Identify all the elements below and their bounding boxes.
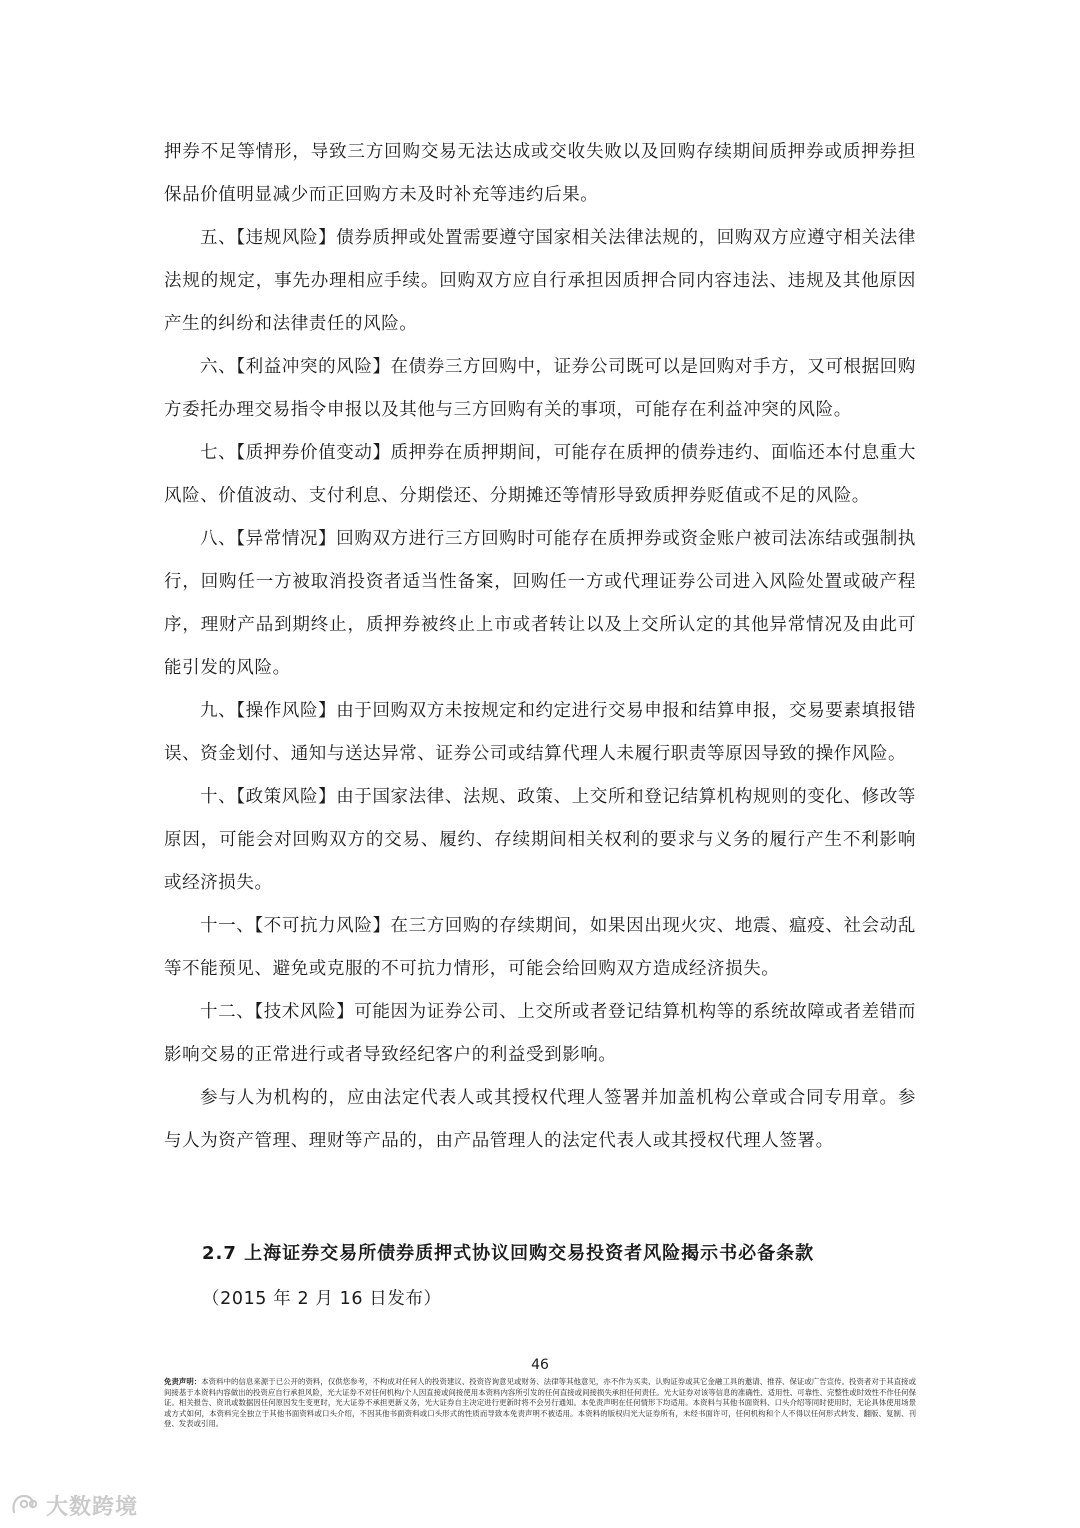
publish-date: （2015 年 2 月 16 日发布） [202, 1289, 442, 1309]
paragraph: 六、【利益冲突的风险】在债券三方回购中，证券公司既可以是回购对手方，又可根据回购方委托办理交易指令申报以及其他与三方回购有关的事项，可能存在利益冲突的风险。 [164, 357, 916, 420]
logo-mark-icon [10, 1492, 40, 1520]
paragraph: 八、【异常情况】回购双方进行三方回购时可能存在质押券或资金账户被司法冻结或强制执行，回购任一方被取消投资者适当性备案，回购任一方或代理证券公司进入风险处置或破产程序，理财产品到期终止，质押券被终止上市或者转让以及上交所认定的其他异常情况及由此可能引发的风险。 [164, 529, 916, 678]
page-number: 46 [531, 1357, 549, 1373]
paragraph: 十二、【技术风险】可能因为证券公司、上交所或者登记结算机构等的系统故障或者差错而影响交易的正常进行或者导致经纪客户的利益受到影响。 [164, 1002, 916, 1065]
paragraph: 九、【操作风险】由于回购双方未按规定和约定进行交易申报和结算申报，交易要素填报错误、资金划付、通知与送达异常、证券公司或结算代理人未履行职责等原因导致的操作风险。 [164, 701, 916, 764]
paragraph: 五、【违规风险】债券质押或处置需要遵守国家相关法律法规的，回购双方应遵守相关法律法规的规定，事先办理相应手续。回购双方应自行承担因质押合同内容违法、违规及其他原因产生的纠纷和法律责任的风险。 [164, 228, 916, 334]
paragraph: 十一、【不可抗力风险】在三方回购的存续期间，如果因出现火灾、地震、瘟疫、社会动乱等不能预见、避免或克服的不可抗力情形，可能会给回购双方造成经济损失。 [164, 916, 916, 979]
disclaimer-text: 本资料中的信息来源于已公开的资料，仅供您参考，不构成对任何人的投资建议、投资咨询意见或财务、法律等其他意见，亦不作为买卖、认购证券或其它金融工具的邀请、推荐、保证或广告宣传。投资者对于其直接或间接基于本资料内容做出的投资应自行承担风险，光大证券不对任何机构/个人因直接或间接使用本资料内容所引发的任何直接或间接损失承担任何责任。光大证券对该等信息的准确性、适用性、可靠性、完整性或时效性不作任何保证。相关报告、资讯或数据因任何原因发生变更时，光大证券不承担更新义务，光大证券自主决定进行更新时将不会另行通知。本免责声明在任何情形下均适用。本资料与其他书面资料、口头介绍等同时使用时，无论具体使用场景或方式如何，本资料完全独立于其他书面资料或口头介绍，不因其他书面资料或口头形式的性质而导致本免责声明不被适用。本资料的版权归光大证券所有，未经书面许可，任何机构和个人不得以任何形式转发、翻版、复制、刊登、发表或引用。 [164, 1377, 916, 1429]
disclaimer-label: 免责声明： [164, 1377, 202, 1386]
disclaimer [164, 1377, 916, 1430]
body-text [164, 131, 916, 1163]
paragraph: 参与人为机构的，应由法定代表人或其授权代理人签署并加盖机构公章或合同专用章。参与人为资产管理、理财等产品的，由产品管理人的法定代表人或其授权代理人签署。 [164, 1088, 916, 1151]
paragraph: 押券不足等情形，导致三方回购交易无法达成或交收失败以及回购存续期间质押券或质押券担保品价值明显减少而正回购方未及时补充等违约后果。 [164, 142, 916, 205]
watermark-text: 大数跨境 [46, 1495, 139, 1520]
section-title: 2.7 上海证券交易所债券质押式协议回购交易投资者风险揭示书必备条款 [202, 1243, 815, 1264]
paragraph: 七、【质押券价值变动】质押券在质押期间，可能存在质押的债券违约、面临还本付息重大风险、价值波动、支付利息、分期偿还、分期摊还等情形导致质押券贬值或不足的风险。 [164, 443, 916, 506]
paragraph: 十、【政策风险】由于国家法律、法规、政策、上交所和登记结算机构规则的变化、修改等原因，可能会对回购双方的交易、履约、存续期间相关权利的要求与义务的履行产生不利影响或经济损失。 [164, 787, 916, 893]
watermark [10, 1490, 138, 1521]
